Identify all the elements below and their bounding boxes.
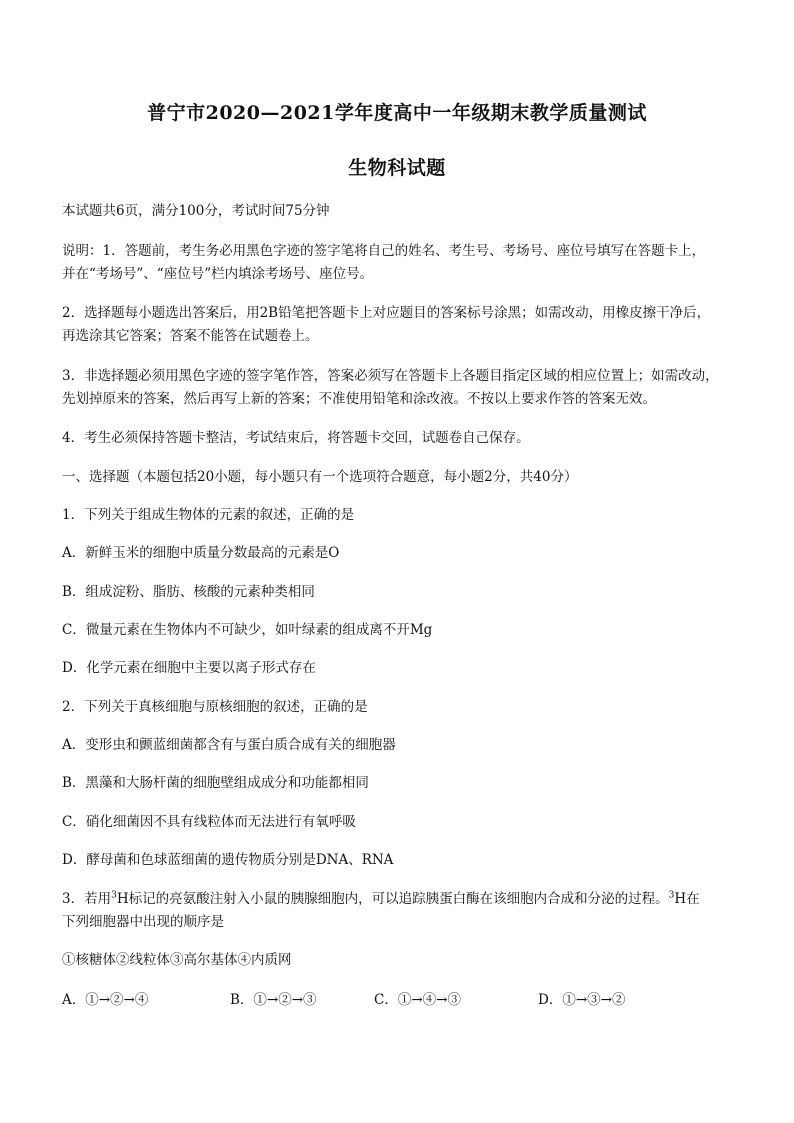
q3-stem-part-b: H标记的亮氨酸注射入小鼠的胰腺细胞内，可以追踪胰蛋白酶在该细胞内合成和分泌的过程。 — [116, 891, 669, 907]
q3-superscript-1: 3 — [111, 890, 117, 901]
question-3-items: ①核糖体②线粒体③高尔基体④内质网 — [62, 952, 292, 968]
q3-superscript-2: 3 — [668, 890, 675, 901]
question-1-option-a: A．新鲜玉米的细胞中质量分数最高的元素是O — [62, 545, 340, 561]
question-3-option-d: D．①→③→② — [538, 992, 626, 1008]
question-2-option-b: B．黑藻和大肠杆菌的细胞壁组成成分和功能都相同 — [62, 775, 369, 791]
question-2-stem: 2．下列关于真核细胞与原核细胞的叙述，正确的是 — [62, 699, 368, 715]
question-3-stem-line-1 — [62, 889, 742, 909]
question-3-options — [62, 988, 742, 1008]
instruction-1-line-2: 并在“考场号”、“座位号”栏内填涂考场号、座位号。 — [62, 266, 374, 282]
question-3-option-b: B．①→②→③ — [230, 992, 317, 1008]
question-1-option-b: B．组成淀粉、脂肪、核酸的元素种类相同 — [62, 584, 315, 600]
instruction-4-line-1: 4．考生必须保持答题卡整洁，考试结束后，将答题卡交回，试题卷自己保存。 — [62, 430, 530, 446]
q3-stem-part-c: H在 — [674, 891, 700, 907]
question-3-option-c: C．①→④→③ — [374, 992, 461, 1008]
exam-subtitle: 生物科试题 — [348, 157, 446, 179]
question-2-option-c: C．硝化细菌因不具有线粒体而无法进行有氧呼吸 — [62, 814, 356, 830]
exam-intro: 本试题共6页，满分100分，考试时间75分钟 — [62, 203, 330, 219]
exam-title: 普宁市2020—2021学年度高中一年级期末教学质量测试 — [147, 102, 647, 124]
question-1-option-d: D．化学元素在细胞中主要以离子形式存在 — [62, 660, 316, 676]
instruction-2-line-1: 2．选择题每小题选出答案后，用2B铅笔把答题卡上对应题目的答案标号涂黑；如需改动，用橡皮擦干净后， — [62, 305, 711, 321]
instruction-1-line-1: 说明：1．答题前，考生务必用黑色字迹的签字笔将自己的姓名、考生号、考场号、座位号填写在答题卡上， — [62, 243, 706, 259]
question-2-option-a: A．变形虫和颤蓝细菌都含有与蛋白质合成有关的细胞器 — [62, 737, 396, 753]
instruction-3-line-2: 先划掉原来的答案，然后再写上新的答案；不准使用铅笔和涂改液。不按以上要求作答的答案无效。 — [62, 391, 656, 407]
instruction-3-line-1: 3．非选择题必须用黑色字迹的签字笔作答，答案必须写在答题卡上各题目指定区域的相应位置上；如需改动， — [62, 368, 719, 384]
section-heading: 一、选择题（本题包括20小题，每小题只有一个选项符合题意，每小题2分，共40分） — [62, 469, 578, 485]
question-2-option-d: D．酵母菌和色球蓝细菌的遗传物质分别是DNA、RNA — [62, 852, 394, 868]
question-3-option-a: A．①→②→④ — [62, 992, 149, 1008]
question-3-stem-line-2: 下列细胞器中出现的顺序是 — [62, 914, 224, 930]
question-1-stem: 1．下列关于组成生物体的元素的叙述，正确的是 — [62, 507, 355, 523]
instruction-2-line-2: 再选涂其它答案；答案不能答在试题卷上。 — [62, 328, 319, 344]
question-1-option-c: C．微量元素在生物体内不可缺少，如叶绿素的组成离不开Mg — [62, 622, 433, 638]
q3-stem-part-a: 3．若用 — [62, 891, 112, 907]
